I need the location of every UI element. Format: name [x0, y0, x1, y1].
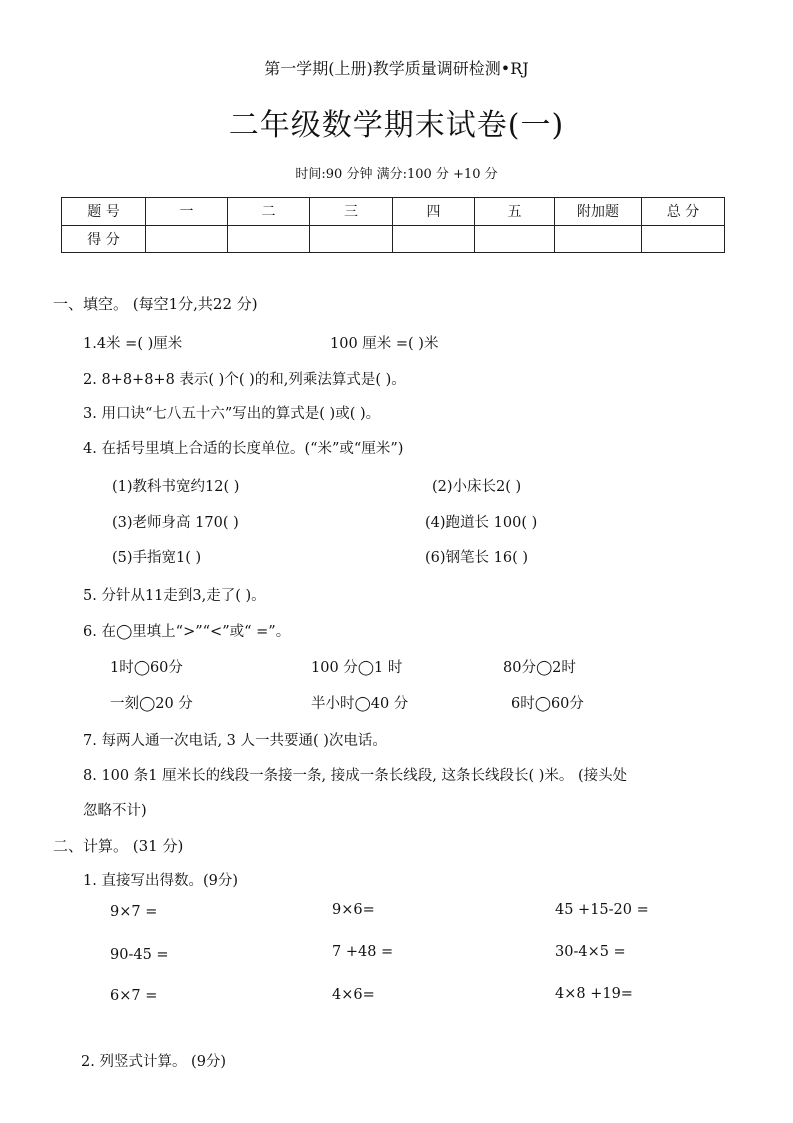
exam-title: 二年级数学期末试卷(一)	[228, 108, 565, 143]
question-6-item-1: 1时◯60分	[110, 660, 183, 676]
question-8-line-2: 忽略不计)	[83, 803, 147, 819]
score-cell-4[interactable]	[393, 225, 475, 253]
question-5: 5. 分针从11走到3,走了( )。	[83, 588, 266, 604]
calc-item: 30-4×5 =	[555, 944, 626, 960]
score-cell-2[interactable]	[228, 225, 310, 253]
score-cell-total[interactable]	[642, 225, 725, 253]
calc-item: 6×7 =	[110, 988, 158, 1004]
question-6-item-6: 6时◯60分	[511, 696, 584, 712]
question-6-item-4: 一刻◯20 分	[110, 696, 193, 712]
calc-item: 90-45 =	[110, 947, 169, 963]
score-table-cell: 总 分	[642, 198, 725, 226]
section2-question-1: 1. 直接写出得数。(9分)	[83, 873, 238, 889]
question-7: 7. 每两人通一次电话, 3 人一共要通( )次电话。	[83, 733, 387, 749]
score-table-cell: 附加题	[555, 198, 642, 226]
question-4-item-2: (2)小床长2( )	[432, 479, 522, 495]
question-6-item-5: 半小时◯40 分	[311, 696, 409, 712]
section2-question-2: 2. 列竖式计算。 (9分)	[81, 1054, 227, 1070]
question-6-item-3: 80分◯2时	[503, 660, 576, 676]
score-cell-bonus[interactable]	[555, 225, 642, 253]
section1-title: 一、填空。 (每空1分,共22 分)	[53, 295, 258, 313]
question-4-item-5: (5)手指宽1( )	[112, 550, 202, 566]
section2-title: 二、计算。 (31 分)	[53, 837, 184, 855]
calc-item: 4×8 +19=	[555, 986, 633, 1002]
score-table-header-row	[62, 198, 725, 226]
score-table-score-row	[62, 225, 725, 253]
calc-item: 7 +48 =	[332, 944, 394, 960]
question-3: 3. 用口诀“七八五十六”写出的算式是( )或( )。	[83, 406, 381, 422]
score-table-cell: 得 分	[62, 225, 146, 253]
question-4-item-3: (3)老师身高 170( )	[112, 515, 239, 531]
calc-item: 45 +15-20 =	[555, 902, 649, 918]
score-table-cell: 二	[228, 198, 310, 226]
question-8-line-1: 8. 100 条1 厘米长的线段一条接一条, 接成一条长线段, 这条长线段长( )米。 (接头处	[83, 768, 628, 784]
question-4-item-6: (6)钢笔长 16( )	[425, 550, 529, 566]
score-cell-3[interactable]	[310, 225, 393, 253]
calc-item: 4×6=	[332, 987, 375, 1003]
question-1b: 100 厘米 =( )米	[330, 336, 439, 352]
question-6-item-2: 100 分◯1 时	[311, 660, 403, 676]
question-1a: 1.4米 =( )厘米	[83, 336, 183, 352]
score-table-cell: 四	[393, 198, 475, 226]
score-cell-1[interactable]	[146, 225, 228, 253]
calc-item: 9×7 =	[110, 904, 158, 920]
score-table-cell: 三	[310, 198, 393, 226]
question-2: 2. 8+8+8+8 表示( )个( )的和,列乘法算式是( )。	[83, 372, 406, 388]
exam-subtitle: 第一学期(上册)教学质量调研检测•RJ	[264, 59, 529, 78]
question-4-item-4: (4)跑道长 100( )	[425, 515, 538, 531]
score-table-cell: 五	[475, 198, 555, 226]
calc-item: 9×6=	[332, 902, 375, 918]
score-table-cell: 一	[146, 198, 228, 226]
score-cell-5[interactable]	[475, 225, 555, 253]
question-6: 6. 在◯里填上“>”“<”或“ =”。	[83, 624, 291, 640]
score-table-cell: 题 号	[62, 198, 146, 226]
score-table	[61, 197, 725, 253]
question-4-item-1: (1)教科书宽约12( )	[112, 479, 240, 495]
question-4: 4. 在括号里填上合适的长度单位。(“米”或“厘米”)	[83, 441, 404, 457]
time-info: 时间:90 分钟 满分:100 分 +10 分	[295, 167, 498, 182]
